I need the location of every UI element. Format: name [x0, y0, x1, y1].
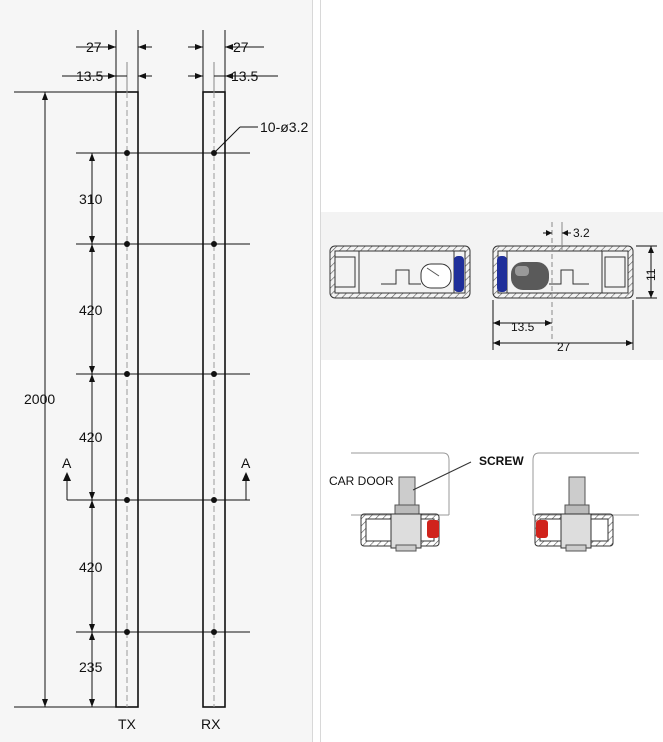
tx-section-profile: [330, 246, 470, 298]
rx-label: RX: [201, 716, 221, 732]
total-length-dim: 2000: [24, 391, 56, 407]
hole-note: 10-ø3.2: [260, 119, 309, 135]
half-width-dim: 13.5: [511, 320, 535, 334]
tx-width-dim: 27: [86, 39, 102, 55]
spacing-dim: 420: [79, 429, 103, 445]
section-mark-right: A: [241, 455, 251, 471]
red-seal-left: [427, 520, 439, 538]
mount-detail-left: [351, 453, 471, 551]
blue-seal-right: [497, 256, 507, 292]
right-detail-panel: [320, 0, 663, 742]
section-mark-left: A: [62, 455, 72, 471]
rx-half-dim: 13.5: [231, 68, 259, 84]
car-door-label: CAR DOOR: [329, 474, 394, 488]
blue-seal-left: [454, 256, 464, 292]
rx-width-dim: 27: [233, 39, 249, 55]
tx-half-dim: 13.5: [76, 68, 104, 84]
red-seal-right: [536, 520, 548, 538]
width-dim: 27: [557, 340, 571, 354]
height-dim: 11: [644, 268, 658, 281]
mount-detail-right: [533, 453, 639, 551]
left-drawing-panel: [0, 0, 313, 742]
spacing-dim: 420: [79, 302, 103, 318]
hole-dim: 3.2: [573, 226, 590, 240]
screw-label: SCREW: [479, 454, 524, 468]
tx-label: TX: [118, 716, 136, 732]
spacing-dim: 420: [79, 559, 103, 575]
detail-drawing: [321, 0, 663, 742]
spacing-dim: 235: [79, 659, 103, 675]
bar-drawing: [0, 0, 312, 742]
spacing-dim: 310: [79, 191, 103, 207]
